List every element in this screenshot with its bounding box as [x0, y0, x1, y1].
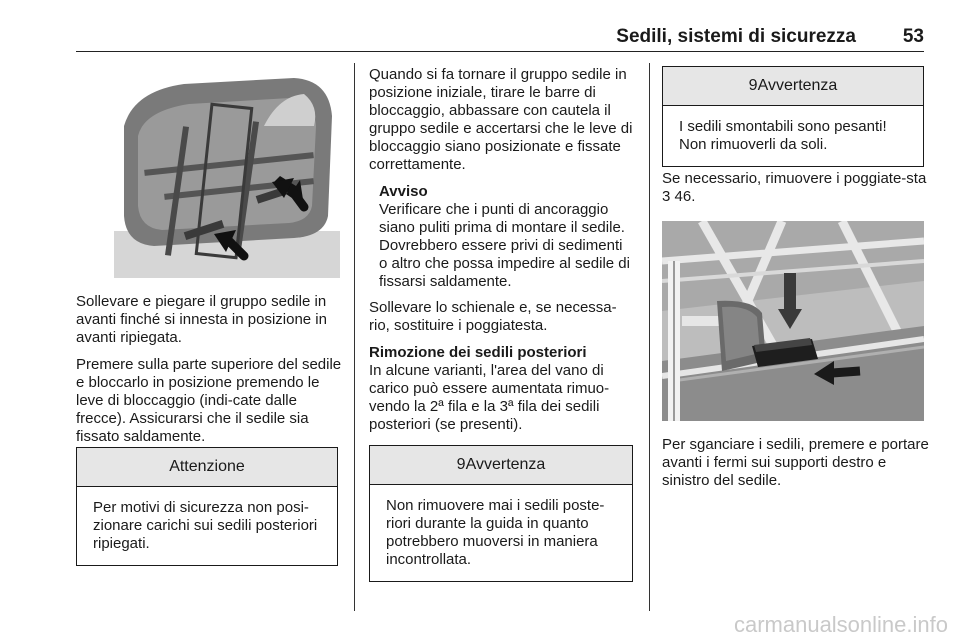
folded-seat-illustration — [114, 66, 340, 278]
page-header-title: Sedili, sistemi di sicurezza — [616, 26, 856, 47]
seat-latch-illustration — [662, 221, 924, 421]
warning-triangle-icon: 9 — [456, 456, 466, 473]
warning-box — [662, 66, 924, 167]
warning-body: Non rimuovere mai i sedili poste-riori durante la guida in quanto potrebbero muoversi in maniera incontrollata. — [386, 497, 605, 568]
paragraph: Quando si fa tornare il gruppo sedile in posizione iniziale, tirare le barre di bloccaggio, abbassare con cautela il gruppo sedile e accertarsi che le leve di bloccaggio siano posizionate e fissate correttamente. — [369, 66, 633, 173]
page-number: 53 — [902, 26, 924, 47]
paragraph: Premere sulla parte superiore del sedile e bloccarlo in posizione premendo le leve di bloccaggio (indi-cate dalle frecce). Assicurarsi che il sedile sia fissato saldamente. — [76, 356, 342, 445]
figure-folded-seat — [114, 66, 340, 278]
notice-block — [369, 183, 633, 291]
warning-body: I sedili smontabili sono pesanti! Non rimuoverli da soli. — [679, 118, 887, 153]
figure-seat-latch — [662, 221, 924, 421]
page-reference-icon: 3 — [662, 188, 671, 205]
right-column-lower — [662, 436, 932, 499]
right-column-upper — [662, 170, 932, 215]
warning-title: Avvertenza — [757, 77, 838, 94]
column-divider — [649, 63, 650, 611]
middle-column — [369, 66, 633, 443]
paragraph: Sollevare lo schienale e, se necessa-rio, sostituire i poggiatesta. — [369, 299, 617, 334]
watermark: carmanualsonline.info — [733, 612, 948, 637]
subheading: Rimozione dei sedili posteriori — [369, 344, 587, 361]
warning-triangle-icon: 9 — [748, 77, 758, 94]
paragraph-text: Se necessario, rimuovere i poggiate-sta — [662, 170, 927, 187]
caution-body: Per motivi di sicurezza non posi-zionare carichi sui sedili posteriori ripiegati. — [93, 499, 318, 552]
caution-box — [76, 447, 338, 566]
warning-box — [369, 445, 633, 582]
caution-title: Attenzione — [77, 448, 337, 487]
warning-header — [663, 67, 923, 106]
notice-title: Avviso — [379, 183, 428, 200]
warning-header — [370, 446, 632, 485]
page-reference: 46. — [674, 188, 696, 205]
warning-title: Avvertenza — [465, 456, 546, 473]
header-rule — [76, 51, 924, 52]
column-divider — [354, 63, 355, 611]
figure-caption: Sollevare e piegare il gruppo sedile in avanti finché si innesta in posizione in avanti ripiegata. — [76, 293, 327, 346]
left-column — [76, 293, 346, 455]
paragraph: Per sganciare i sedili, premere e portare avanti i fermi sui supporti destro e sinistro del sedile. — [662, 436, 929, 489]
paragraph: In alcune varianti, l'area del vano di carico può essere aumentata rimuo-vendo la 2ª fila e la 3ª fila dei sedili posteriori (se presenti). — [369, 362, 610, 433]
paragraph — [662, 170, 932, 206]
notice-body: Verificare che i punti di ancoraggio siano puliti prima di montare il sedile. Dovrebbero essere privi di sedimenti o altro che possa impedire al sedile di fissarsi saldamente. — [379, 201, 630, 290]
